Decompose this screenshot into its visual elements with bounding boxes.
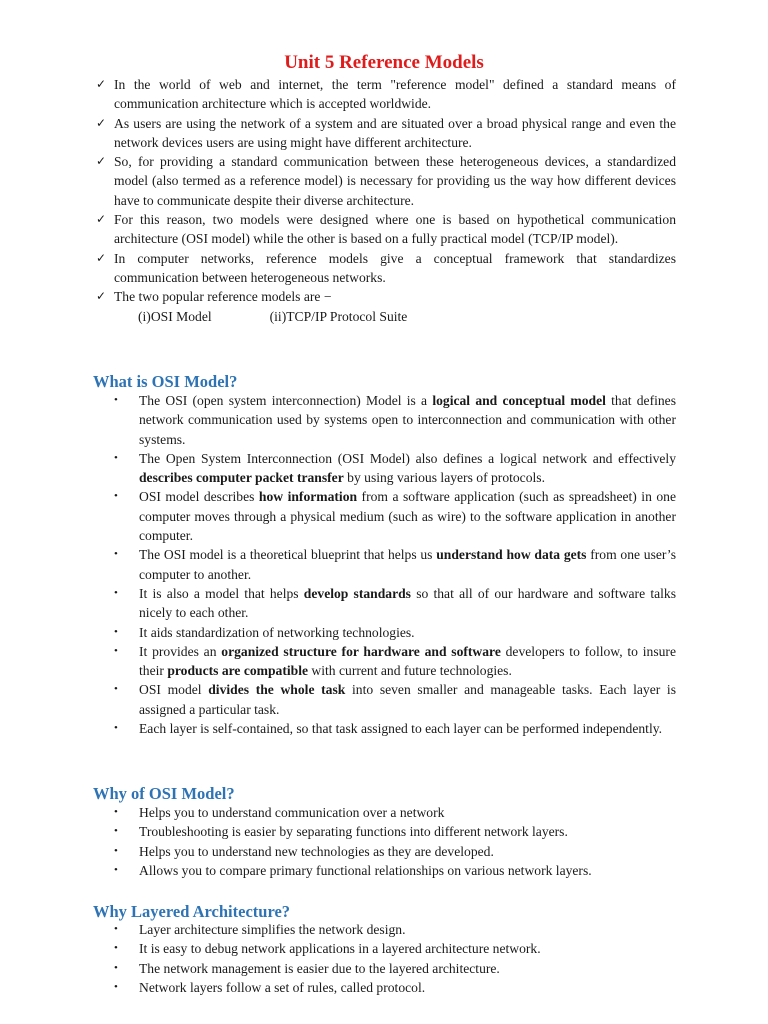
heading-why-osi: Why of OSI Model? [93,784,235,803]
list-item: • It provides an organized structure for hardware and software developers to follow, to insure their products are compatible with current and future technologies. [114,643,676,679]
bullet-dot-icon: • [114,961,118,974]
list-item: • Network layers follow a set of rules, called protocol. [114,978,676,997]
bullet-dot-icon: • [114,825,118,838]
osi-definition-list [114,391,676,738]
check-mark-icon: ✓ [96,115,107,130]
bullet-dot-icon: • [114,683,118,696]
page-title: Unit 5 Reference Models [284,52,484,73]
list-item: • The OSI (open system interconnection) Model is a logical and conceptual model that defines network communication used by systems open to interconnection and communication with other systems. [114,393,677,447]
list-item: • Troubleshooting is easier by separating functions into different network layers. [114,822,676,841]
list-item: • OSI model describes how information from a software application (such as spreadsheet) in one computer moves through a physical medium (such as wire) to the software application in another computer. [114,489,676,544]
intro-item: ✓ For this reason, two models were designed where one is based on hypothetical communication architecture (OSI model) while the other is based on a fully practical model (TCP/IP model). [96,212,676,247]
heading-what-is-osi: What is OSI Model? [93,372,238,391]
list-item: • Each layer is self-contained, so that task assigned to each layer can be performed independently. [114,719,676,738]
list-item: • Helps you to understand communication over a network [114,803,676,822]
bullet-dot-icon: • [114,490,118,503]
bullet-dot-icon: • [114,722,118,735]
intro-item: ✓ In computer networks, reference models give a conceptual framework that standardizes communication between heterogeneous networks. [96,250,676,285]
list-item: • The OSI model is a theoretical blueprint that helps us understand how data gets from one user’s computer to another. [114,547,676,582]
bullet-dot-icon: • [114,586,118,599]
intro-item: ✓ As users are using the network of a system and are situated over a broad physical range and even the network devices users are using might have different architecture. [96,115,676,150]
bullet-dot-icon: • [114,980,118,993]
list-item: • Helps you to understand new technologies as they are developed. [114,842,676,861]
list-item: • It is also a model that helps develop standards so that all of our hardware and software talks nicely to each other. [114,585,676,621]
list-item: • The Open System Interconnection (OSI Model) also defines a logical network and effectively describes computer packet transfer by using various layers of protocols. [114,450,676,486]
model-tcpip: (ii)TCP/IP Protocol Suite [269,308,408,324]
intro-list [96,75,676,326]
heading-why-layered: Why Layered Architecture? [93,902,291,921]
list-item: • It is easy to debug network applications in a layered architecture network. [114,939,676,958]
intro-item: ✓ So, for providing a standard communication between these heterogeneous devices, a standardized model (also termed as a reference model) is necessary for providing us the way how different devices have to communicate despite their diverse architecture. [96,154,676,208]
bullet-dot-icon: • [114,942,118,955]
bullet-dot-icon: • [114,844,118,857]
list-item: • OSI model divides the whole task into seven smaller and manageable tasks. Each layer is assigned a particular task. [114,682,676,717]
list-item: • Allows you to compare primary functional relationships on various network layers. [114,861,676,880]
popular-models-line [96,307,676,326]
list-item: • Layer architecture simplifies the network design. [114,920,676,939]
list-item: • It aids standardization of networking technologies. [114,623,676,642]
bullet-dot-icon: • [114,806,118,818]
check-mark-icon: ✓ [96,154,107,169]
list-item: • The network management is easier due to the layered architecture. [114,959,676,978]
bullet-dot-icon: • [114,548,118,561]
bullet-dot-icon: • [114,394,118,406]
model-osi: (i)OSI Model [138,308,212,324]
bullet-dot-icon: • [114,644,118,657]
why-layered-list [114,920,676,997]
bullet-dot-icon: • [114,451,118,464]
check-mark-icon: ✓ [96,289,107,304]
bullet-dot-icon: • [114,923,118,935]
check-mark-icon: ✓ [96,77,107,91]
bullet-dot-icon: • [114,863,118,876]
intro-item: ✓ In the world of web and internet, the term "reference model" defined a standard means of communication architecture which is accepted worldwide. [96,77,676,112]
check-mark-icon: ✓ [96,250,107,265]
check-mark-icon: ✓ [96,212,107,227]
intro-item: ✓ The two popular reference models are − [96,287,676,306]
bullet-dot-icon: • [114,625,118,638]
why-osi-list [114,803,676,880]
